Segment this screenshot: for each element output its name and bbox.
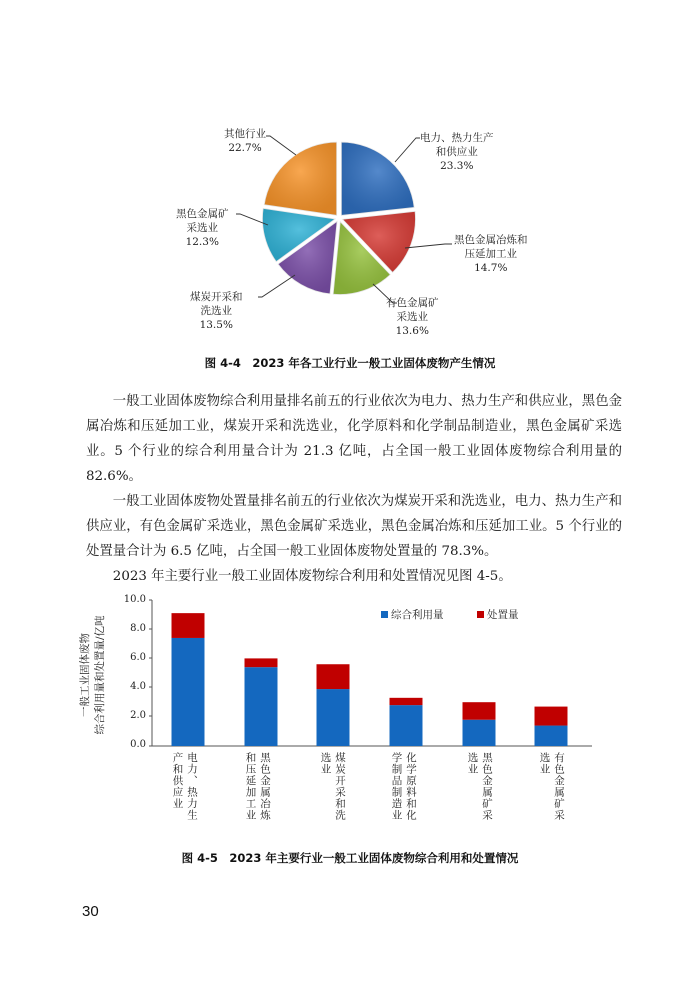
bar-segment xyxy=(535,707,568,726)
bar-segment xyxy=(463,702,496,720)
pie-slices xyxy=(262,142,416,295)
pie-label-line: 采选业 xyxy=(396,311,428,323)
bar-segment xyxy=(172,638,205,746)
bar-segment xyxy=(463,720,496,746)
y-axis-title-line: 一般工业固体废物 xyxy=(79,633,91,717)
figure-4-5-caption: 图 4-5 2023 年主要行业一般工业固体废物综合利用和处置情况 xyxy=(181,851,519,865)
figure-4-4-caption: 图 4-4 2023 年各工业行业一般工业固体废物产生情况 xyxy=(204,356,496,370)
pie-label-line: 采选业 xyxy=(186,222,218,234)
pie-label-ferrous-smelting xyxy=(454,233,528,275)
y-tick-label: 6.0 xyxy=(130,652,146,663)
bar-segment xyxy=(245,658,278,667)
bar-chart-figure-4-5 xyxy=(0,585,700,840)
x-label-ferrous-mining: 黑色金属矿采选业 xyxy=(466,752,493,821)
pie-label-line: 黑色金属冶炼和 xyxy=(454,234,528,246)
pie-chart-svg xyxy=(0,0,700,345)
legend-swatch-red xyxy=(477,611,484,618)
paragraph-disposal: 一般工业固体废物处置量排名前五的行业依次为煤炭开采和洗选业，电力、热力生产和供应业，有色金属矿采选业，黑色金属矿采选业，黑色金属冶炼和压延加工业。5 个行业的处置量合计为 6.5 亿吨，占全国一般工业固体废物处置量的 78.3%。 xyxy=(86,494,622,559)
pie-label-line: 电力、热力生产 xyxy=(420,132,494,144)
pie-slice-shading xyxy=(264,142,337,216)
stacked-bars xyxy=(172,613,568,746)
x-label-ferrous-smelting: 黑色金属冶炼和压延加工业 xyxy=(244,752,271,821)
pie-chart-figure-4-4 xyxy=(0,0,700,345)
pie-label-value: 13.5% xyxy=(199,319,233,331)
bar-segment xyxy=(535,726,568,746)
page-number: 30 xyxy=(82,903,99,920)
pie-label-ferrous-mining xyxy=(176,207,229,249)
legend-utilization xyxy=(381,607,444,622)
pie-label-nonferrous-mining xyxy=(386,296,439,338)
pie-label-line: 压延加工业 xyxy=(464,248,517,260)
pie-label-value: 13.6% xyxy=(395,325,429,337)
pie-label-value: 14.7% xyxy=(474,262,508,274)
y-tick-label: 0.0 xyxy=(130,739,146,750)
bar-segment xyxy=(317,689,350,746)
pie-label-line: 有色金属矿 xyxy=(386,297,439,309)
pie-label-line: 黑色金属矿 xyxy=(176,208,229,220)
x-label-coal-mining: 煤炭开采和洗选业 xyxy=(319,752,346,821)
pie-label-other xyxy=(224,127,266,155)
pie-label-value: 22.7% xyxy=(228,142,262,154)
x-label-chemical: 化学原料和化学制品制造业 xyxy=(390,752,417,821)
pie-label-line: 和供应业 xyxy=(435,146,478,158)
y-tick-label: 8.0 xyxy=(130,623,146,634)
bar-segment xyxy=(317,664,350,689)
y-axis-title-line: 综合利用量和处置量/亿吨 xyxy=(94,615,106,735)
pie-label-power xyxy=(420,131,494,173)
legend-swatch-blue xyxy=(381,611,388,618)
pie-label-line: 其他行业 xyxy=(224,128,266,140)
x-label-power: 电力、热力生产和供应业 xyxy=(171,752,198,821)
paragraph-figure-reference: 2023 年主要行业一般工业固体废物综合利用和处置情况见图 4-5。 xyxy=(112,569,512,584)
legend-label: 综合利用量 xyxy=(391,609,444,621)
paragraph-utilization: 一般工业固体废物综合利用量排名前五的行业依次为电力、热力生产和供应业，黑色金属冶炼和压延加工业，煤炭开采和洗选业，化学原料和化学制品制造业，黑色金属矿采选业。5 个行业的综合利用量合计为 21.3 亿吨，占全国一般工业固体废物综合利用量的 82.6%。 xyxy=(86,394,622,484)
body-text xyxy=(86,389,622,589)
legend-label: 处置量 xyxy=(487,609,519,621)
bar-segment xyxy=(172,613,205,638)
pie-label-value: 23.3% xyxy=(440,160,474,172)
pie-label-line: 洗选业 xyxy=(200,305,232,317)
bar-segment xyxy=(390,705,423,746)
bar-segment xyxy=(245,667,278,746)
bar-plot-area xyxy=(0,585,700,755)
y-tick-label: 2.0 xyxy=(130,710,146,721)
y-tick-label: 10.0 xyxy=(123,594,146,605)
legend-disposal xyxy=(477,607,519,622)
pie-label-value: 12.3% xyxy=(185,236,219,248)
bar-segment xyxy=(390,698,423,705)
y-tick-label: 4.0 xyxy=(130,681,146,692)
pie-label-coal-mining xyxy=(190,290,243,332)
pie-label-line: 煤炭开采和 xyxy=(190,291,243,303)
axes xyxy=(149,600,592,746)
x-label-nonferrous-mining: 有色金属矿采选业 xyxy=(538,752,565,821)
